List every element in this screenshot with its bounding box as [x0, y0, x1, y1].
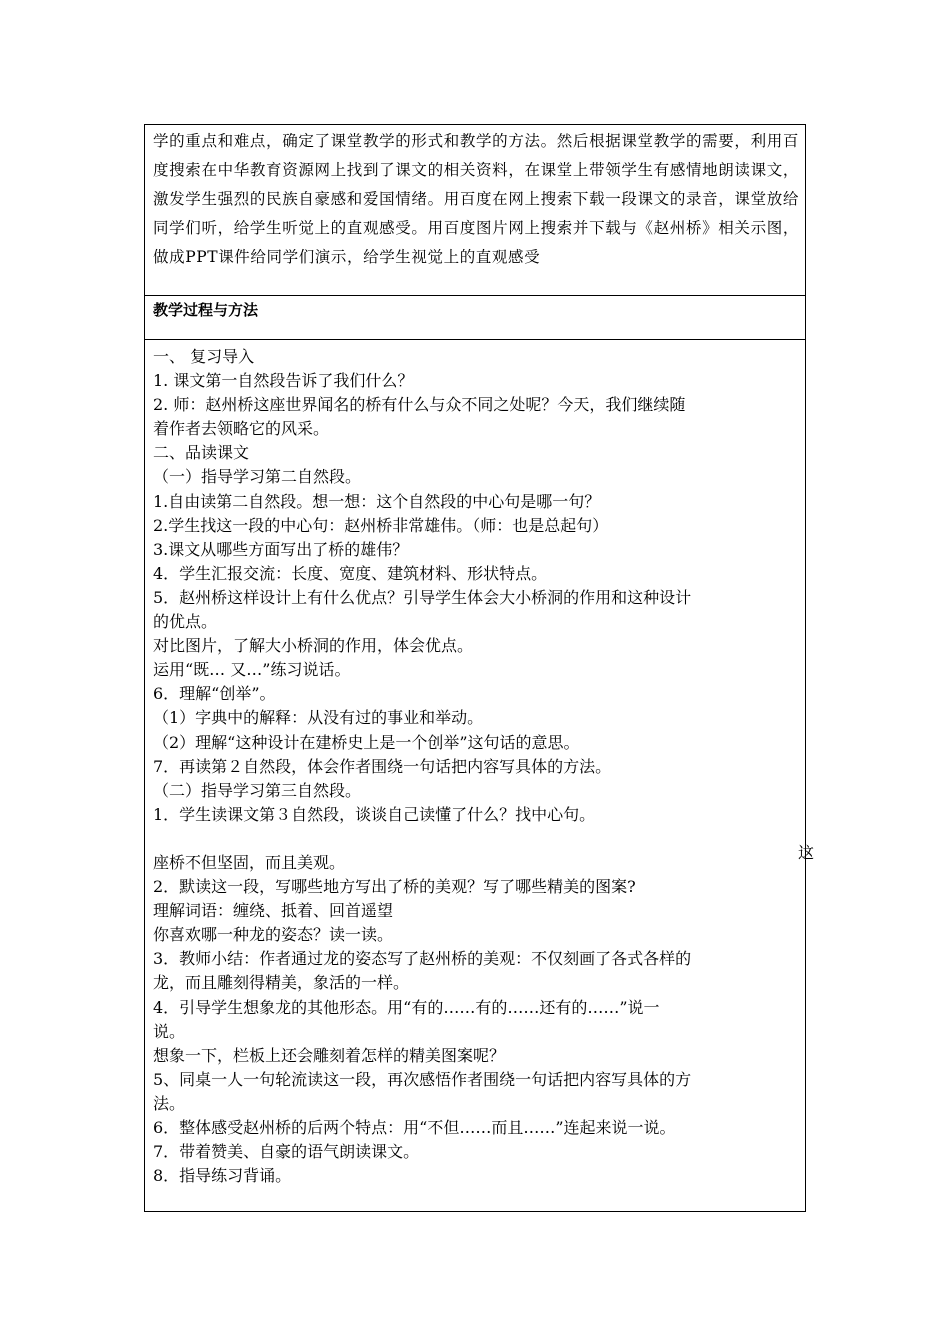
process-line: （2）理解“这种设计在建桥史上是一个创举”这句话的意思。 — [153, 732, 580, 752]
process-line: 想象一下，栏板上还会雕刻着怎样的精美图案呢？ — [153, 1045, 506, 1065]
process-line: 5．赵州桥这样设计上有什么优点？引导学生体会大小桥洞的作用和这种设计 — [153, 587, 692, 607]
process-line: 对比图片，了解大小桥洞的作用，体会优点。 — [153, 636, 474, 656]
process-line: 着作者去领略它的风采。 — [153, 419, 330, 439]
process-line: （一）指导学习第二自然段。 — [153, 467, 362, 487]
process-line: 2. 师：赵州桥这座世界闻名的桥有什么与众不同之处呢？今天，我们继续随 — [153, 395, 686, 415]
process-line: 4．学生汇报交流：长度、宽度、建筑材料、形状特点。 — [153, 563, 548, 583]
process-line: 的优点。 — [153, 612, 218, 632]
process-line: 7．再读第２自然段，体会作者围绕一句话把内容写具体的方法。 — [153, 756, 612, 776]
process-cell — [153, 345, 799, 1188]
process-line: （二）指导学习第三自然段。 — [153, 780, 362, 800]
process-line: 1.自由读第二自然段。想一想：这个自然段的中心句是哪一句？ — [153, 491, 601, 511]
process-line: 8．指导练习背诵。 — [153, 1166, 292, 1186]
process-line: 运用“既… 又…”练习说话。 — [153, 660, 351, 680]
process-line: 一、 复习导入 — [153, 347, 255, 366]
process-line: 理解词语：缠绕、抵着、回首遥望 — [153, 901, 394, 921]
row-divider — [145, 295, 805, 296]
process-line: 2.学生找这一段的中心句：赵州桥非常雄伟。（师：也是总起句） — [153, 515, 609, 535]
lesson-plan-table — [144, 124, 806, 1212]
process-line: 6．整体感受赵州桥的后两个特点：用“不但……而且……”连起来说一说。 — [153, 1118, 676, 1137]
row-divider — [145, 339, 805, 340]
process-line: 1．学生读课文第３自然段，谈谈自己读懂了什么？找中心句。 — [153, 804, 596, 824]
process-line: 你喜欢哪一种龙的姿态？读一读。 — [153, 925, 394, 945]
process-line: 二、品读课文 — [153, 443, 250, 463]
process-line: 1. 课文第一自然段告诉了我们什么？ — [153, 371, 414, 391]
process-line: 7．带着赞美、自豪的语气朗读课文。 — [153, 1142, 420, 1162]
process-line: 座桥不但坚固，而且美观。 — [153, 852, 346, 872]
process-line: 3．教师小结：作者通过龙的姿态写了赵州桥的美观：不仅刻画了各式各样的 — [153, 949, 692, 969]
blank-line — [153, 827, 799, 851]
process-line: 4．引导学生想象龙的其他形态。用“有的……有的……还有的……”说一 — [153, 997, 660, 1017]
process-line: （1）字典中的解释：从没有过的事业和举动。 — [153, 708, 484, 728]
process-line: 5、同桌一人一句轮流读这一段，再次感悟作者围绕一句话把内容写具体的方 — [153, 1069, 692, 1089]
process-line: 说。 — [153, 1021, 186, 1041]
process-line: 3.课文从哪些方面写出了桥的雄伟？ — [153, 539, 409, 559]
intro-cell — [153, 127, 799, 272]
process-line: 2．默读这一段，写哪些地方写出了桥的美观？写了哪些精美的图案? — [153, 877, 636, 897]
section-title: 教学过程与方法 — [153, 301, 259, 319]
intro-paragraph: 学的重点和难点，确定了课堂教学的形式和教学的方法。然后根据课堂教学的需要，利用百度搜索在中华教育资源网上找到了课文的相关资料，在课堂上带领学生有感情地朗读课文，激发学生强烈的民族自豪感和爱国情绪。用百度在网上搜索下载一段课文的录音，课堂放给同学们听，给学生听觉上的直观感受。用百度图片网上搜索并下载与《赵州桥》相关示图，做成PPT课件给同学们演示，给学生视觉上的直观感受 — [153, 132, 799, 266]
process-line: 法。 — [153, 1093, 186, 1113]
process-line: 龙，而且雕刻得精美，象活的一样。 — [153, 973, 410, 993]
overflow-character: 这 — [798, 843, 815, 862]
process-line: 6．理解“创举”。 — [153, 684, 276, 704]
